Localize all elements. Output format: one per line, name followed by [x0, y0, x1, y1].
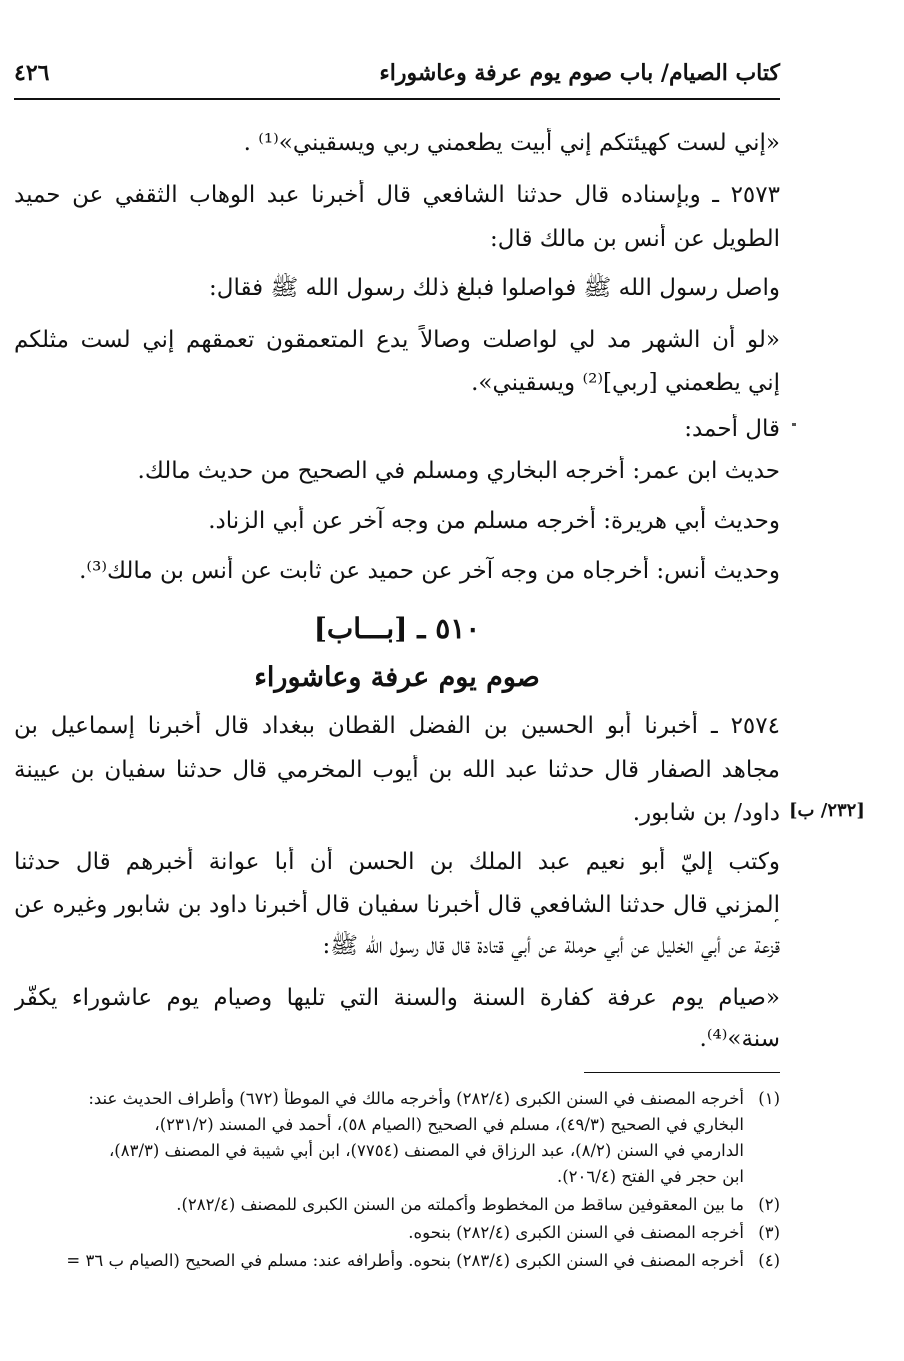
body2-line-8: سنة»⁽⁴⁾. — [699, 1026, 780, 1052]
running-title: كتاب الصيام/ باب صوم يوم عرفة وعاشوراء — [379, 60, 780, 86]
body2-line-6: قزعة عن أبي الخليل عن أبي حرملة عن أبي قتادة قال قال رسول الله ﷺ: — [322, 933, 780, 959]
body-line-6: إني يطعمني [ربي]⁽²⁾ ويسقيني». — [471, 370, 780, 396]
body-line-3: الطويل عن أنس بن مالك قال: — [490, 226, 780, 252]
body-line-2: ٢٥٧٣ ـ وبإسناده قال حدثنا الشافعي قال أخبرنا عبد الوهاب الثقفي عن حميد — [14, 182, 780, 208]
body2-line-5: المزني قال حدثنا الشافعي قال أخبرنا سفيان قال أخبرنا داود بن شابور وغيره عن — [14, 892, 780, 918]
body-line-8: حديث ابن عمر: أخرجه البخاري ومسلم في الصحيح من حديث مالك. — [137, 458, 780, 484]
footnote-text: أخرجه المصنف في السنن الكبرى (٢٨٣/٤) بنحوه. وأطرافه عند: مسلم في الصحيح (الصيام ب ٣٦ = — [66, 1251, 744, 1270]
page-number: ٤٢٦ — [14, 60, 50, 86]
body2-line-4: وكتب إليّ أبو نعيم عبد الملك بن الحسن أن أبا عوانة أخبرهم قال حدثنا — [14, 849, 780, 875]
footnote-number: (٤) — [758, 1251, 780, 1270]
footnote-1-cont-1: البخاري في الصحيح (٤٩/٣)، مسلم في الصحيح (الصيام ٥٨)، أحمد في المسند (٢٣١/٢)، — [154, 1115, 744, 1134]
footnote-rule — [584, 1072, 780, 1073]
body-line-9: وحديث أبي هريرة: أخرجه مسلم من وجه آخر عن أبي الزناد. — [208, 508, 780, 534]
body-line-1: «إني لست كهيئتكم إني أبيت يطعمني ربي ويسقيني»⁽¹⁾ . — [243, 130, 780, 156]
manuscript-folio-ref: [٢٣٢/ ب] — [789, 800, 865, 821]
chapter-number-heading: ٥١٠ ـ [بـــاب] — [313, 612, 481, 645]
footnote-1-cont-2: الدارمي في السنن (٨/٢)، عبد الرزاق في المصنف (٧٧٥٤)، ابن أبي شيبة في المصنف (٨٣/٣)، — [108, 1141, 744, 1160]
body2-line-2: مجاهد الصفار قال حدثنا عبد الله بن أيوب المخرمي قال حدثنا سفيان بن عيينة — [14, 757, 780, 783]
footnote-1 — [14, 1088, 780, 1110]
body2-line-1: ٢٥٧٤ ـ أخبرنا أبو الحسين بن الفضل القطان ببغداد قال أخبرنا إسماعيل بن — [14, 713, 780, 739]
margin-speck — [792, 423, 796, 426]
footnote-number: (٣) — [758, 1223, 780, 1242]
running-header — [14, 60, 780, 94]
body2-line-3: داود/ بن شابور. — [632, 800, 780, 826]
footnote-1-cont-3: ابن حجر في الفتح (٢٠٦/٤). — [556, 1167, 744, 1186]
footnote-2 — [14, 1194, 780, 1216]
footnote-text: أخرجه المصنف في السنن الكبرى (٢٨٢/٤) بنحوه. — [408, 1223, 744, 1242]
footnote-number: (١) — [758, 1089, 780, 1108]
footnote-text: أخرجه المصنف في السنن الكبرى (٢٨٢/٤) وأخرجه مالك في الموطأ (٦٧٢) وأطراف الحديث عند: — [88, 1089, 744, 1108]
body-line-7: قال أحمد: — [684, 416, 780, 442]
body-line-4: واصل رسول الله ﷺ فواصلوا فبلغ ذلك رسول الله ﷺ فقال: — [209, 275, 780, 301]
footnote-text: ما بين المعقوفين ساقط من المخطوط وأكملته من السنن الكبرى للمصنف (٢٨٢/٤). — [176, 1195, 744, 1214]
body-line-10: وحديث أنس: أخرجاه من وجه آخر عن حميد عن ثابت عن أنس بن مالك⁽³⁾. — [79, 558, 780, 584]
body-line-5: «لو أن الشهر مد لي لواصلت وصالاً يدع المتعمقون تعمقهم إني لست مثلكم — [14, 327, 780, 353]
chapter-title-heading: صوم يوم عرفة وعاشوراء — [254, 662, 540, 693]
header-rule — [14, 98, 780, 100]
footnote-number: (٢) — [758, 1195, 780, 1214]
footnote-3 — [14, 1222, 780, 1244]
body2-line-7: «صيام يوم عرفة كفارة السنة والسنة التي تليها وصيام يوم عاشوراء يكفّر — [14, 985, 780, 1011]
footnote-4 — [14, 1250, 780, 1272]
